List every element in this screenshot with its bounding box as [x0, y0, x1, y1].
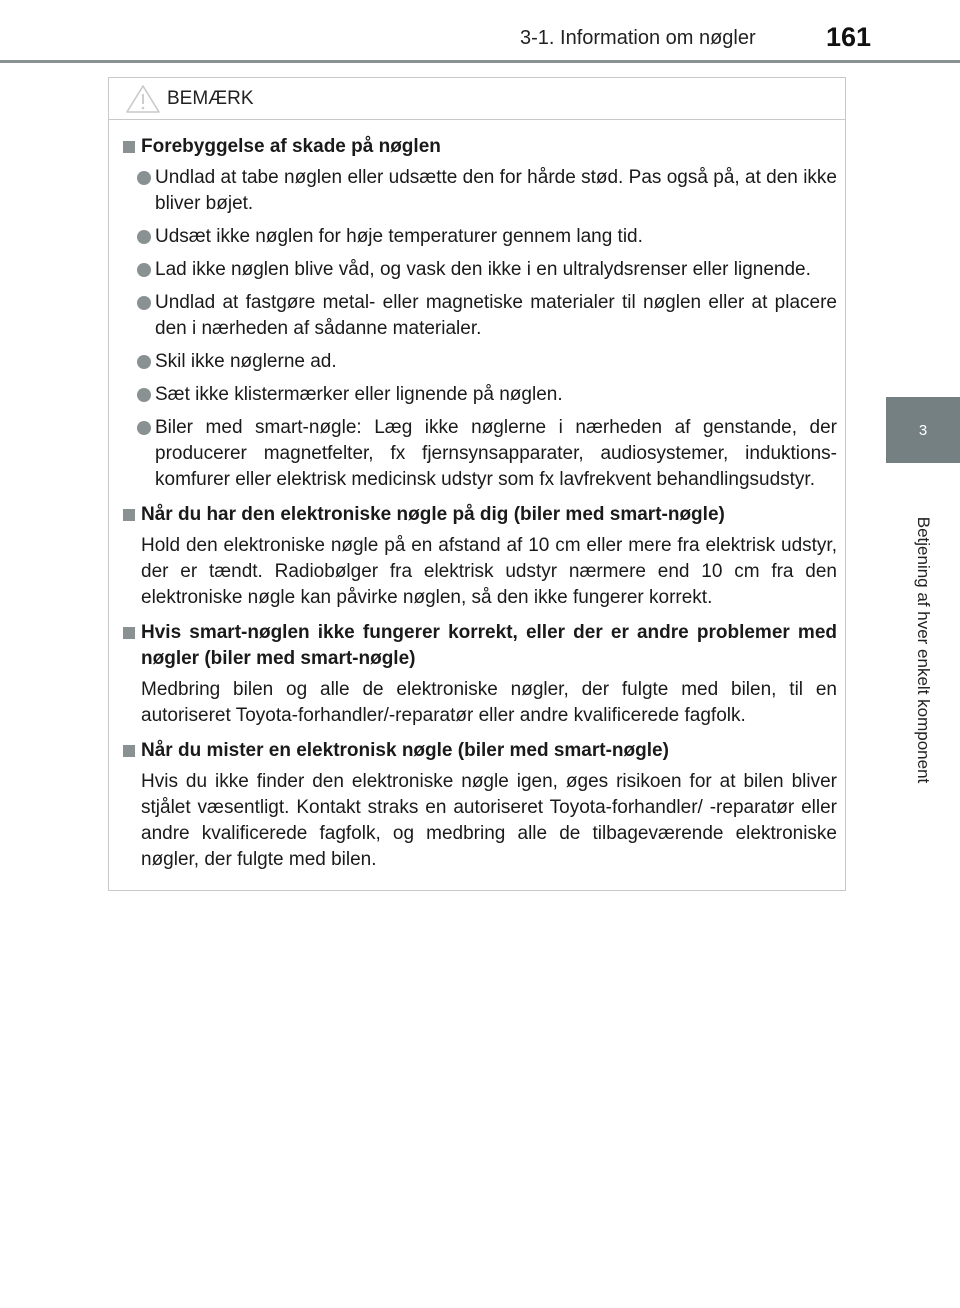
list-item: Biler med smart-nøgle: Læg ikke nøglerne i nærheden af genstande, der producerer magnetfelter, fx fjernsynsapparater, audiosystemer, induktionskomfurer eller elektrisk medicinsk udstyr som fx lavfrekvent behandlingsudstyr.: [121, 415, 837, 493]
caution-body: [109, 120, 845, 873]
section-lost-key: [121, 738, 837, 873]
section-text: Hold den elektroniske nøgle på en afstand af 10 cm eller mere fra elektrisk udstyr, der er tændt. Radiobølger fra elektrisk udstyr nærmere end 10 cm fra den elektroniske nøgle kan påvirke nøglen, så den ikke fungerer korrekt.: [141, 535, 837, 608]
section-text: Medbring bilen og alle de elektroniske nøgler, der fulgte med bilen, til en autoriseret Toyota-forhandler/-reparatør eller andre kvalificerede fagfolk.: [141, 679, 837, 726]
section-title: Hvis smart-nøglen ikke fungerer korrekt, eller der er andre problemer med nøgler (biler med smart-nøgle): [121, 620, 837, 672]
round-bullet-icon: [137, 421, 151, 435]
section-key-malfunction: [121, 620, 837, 729]
caution-box: [108, 77, 846, 891]
section-text: Hvis du ikke finder den elektroniske nøgle igen, øges risikoen for at bilen bliver stjålet væsentligt. Kontakt straks en autoriseret Toyota-forhandler/ -reparatør eller andre kvalificerede fagfolk, og medbring alle de tilbageværende elektroniske nøgler, der fulgte med bilen.: [141, 771, 837, 870]
round-bullet-icon: [137, 171, 151, 185]
section-damage-prevention: [121, 134, 837, 493]
caution-header: [109, 78, 845, 120]
chapter-tab: [886, 397, 960, 463]
list-item: Undlad at fastgøre metal- eller magnetiske materialer til nøglen eller at placere den i nærheden af sådanne materialer.: [121, 290, 837, 342]
chapter-number: 3: [918, 421, 928, 439]
section-carrying-key: [121, 502, 837, 611]
round-bullet-icon: [137, 230, 151, 244]
round-bullet-icon: [137, 355, 151, 369]
square-bullet-icon: [123, 509, 135, 521]
page-number: 161: [826, 22, 872, 52]
warning-triangle-icon: [125, 84, 161, 114]
square-bullet-icon: [123, 627, 135, 639]
list-item: Lad ikke nøglen blive våd, og vask den ikke i en ultralydsrenser eller lignende.: [121, 257, 837, 283]
list-item: Sæt ikke klistermærker eller lignende på nøglen.: [121, 382, 837, 408]
header-section-title: 3-1. Information om nøgler: [520, 27, 756, 49]
section-title: Forebyggelse af skade på nøglen: [121, 134, 837, 160]
caution-label: BEMÆRK: [167, 87, 254, 109]
list-item: Undlad at tabe nøglen eller udsætte den for hårde stød. Pas også på, at den ikke bliver bøjet.: [121, 165, 837, 217]
square-bullet-icon: [123, 745, 135, 757]
round-bullet-icon: [137, 263, 151, 277]
section-title: Når du har den elektroniske nøgle på dig (biler med smart-nøgle): [121, 502, 837, 528]
list-item: Skil ikke nøglerne ad.: [121, 349, 837, 375]
section-title: Når du mister en elektronisk nøgle (biler med smart-nøgle): [121, 738, 837, 764]
list-item: Udsæt ikke nøglen for høje temperaturer gennem lang tid.: [121, 224, 837, 250]
round-bullet-icon: [137, 388, 151, 402]
round-bullet-icon: [137, 296, 151, 310]
header-rule: [0, 60, 960, 63]
square-bullet-icon: [123, 141, 135, 153]
chapter-title: Betjening af hver enkelt komponent: [914, 516, 933, 784]
